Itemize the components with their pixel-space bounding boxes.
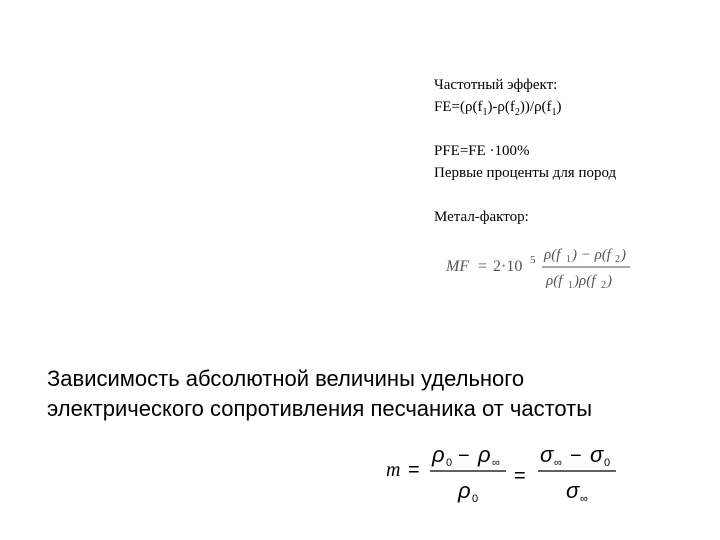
svg-text:=: = [478, 258, 488, 275]
svg-text:ρ: ρ [478, 442, 491, 467]
svg-text:−: − [570, 445, 582, 467]
svg-text:2: 2 [601, 280, 606, 291]
svg-text:0: 0 [446, 457, 453, 469]
mf-formula [444, 240, 644, 292]
svg-text:MF: MF [446, 258, 470, 275]
svg-text:2·10: 2·10 [493, 258, 523, 275]
svg-text:1: 1 [566, 254, 571, 265]
fe-formula-line: $FE=(\rho(f_1)-\rho(f_2))/\rho(f_1)$ [434, 99, 562, 118]
frequency-effect-title: Частотный эффект: [434, 77, 558, 93]
m-formula [384, 438, 644, 508]
pfe-formula-line: PFE=FE ·100% [434, 143, 530, 159]
svg-text:m: m [386, 459, 401, 481]
first-percent-text: Первые проценты для пород [434, 165, 617, 181]
svg-text:): ) [621, 247, 626, 263]
svg-text:∞: ∞ [554, 457, 562, 469]
svg-text:∞: ∞ [492, 457, 500, 469]
svg-text:ρ(f: ρ(f [544, 247, 561, 263]
svg-text:−: − [458, 445, 470, 467]
svg-text:) − ρ(f: ) − ρ(f [572, 247, 611, 263]
metal-factor-title: Метал-фактор: [434, 209, 529, 225]
svg-text:ρ: ρ [458, 478, 471, 503]
svg-text:0: 0 [604, 457, 611, 469]
svg-text:1: 1 [568, 280, 573, 291]
svg-text:2: 2 [615, 254, 620, 265]
svg-text:5: 5 [530, 254, 536, 266]
dependence-caption-line2: электрического сопротивления песчаника от частоты [47, 396, 593, 421]
svg-text:σ: σ [566, 478, 580, 503]
svg-text:=: = [514, 465, 526, 487]
svg-text:σ: σ [540, 442, 554, 467]
svg-text:0: 0 [472, 493, 479, 505]
svg-text:): ) [607, 273, 612, 289]
svg-text:∞: ∞ [580, 493, 588, 505]
svg-text:=: = [408, 459, 420, 481]
dependence-caption-line1: Зависимость абсолютной величины удельного [47, 366, 525, 391]
svg-text:ρ: ρ [432, 442, 445, 467]
svg-text:)ρ(f: )ρ(f [574, 273, 596, 289]
svg-text:ρ(f: ρ(f [546, 273, 563, 289]
svg-text:σ: σ [590, 442, 604, 467]
